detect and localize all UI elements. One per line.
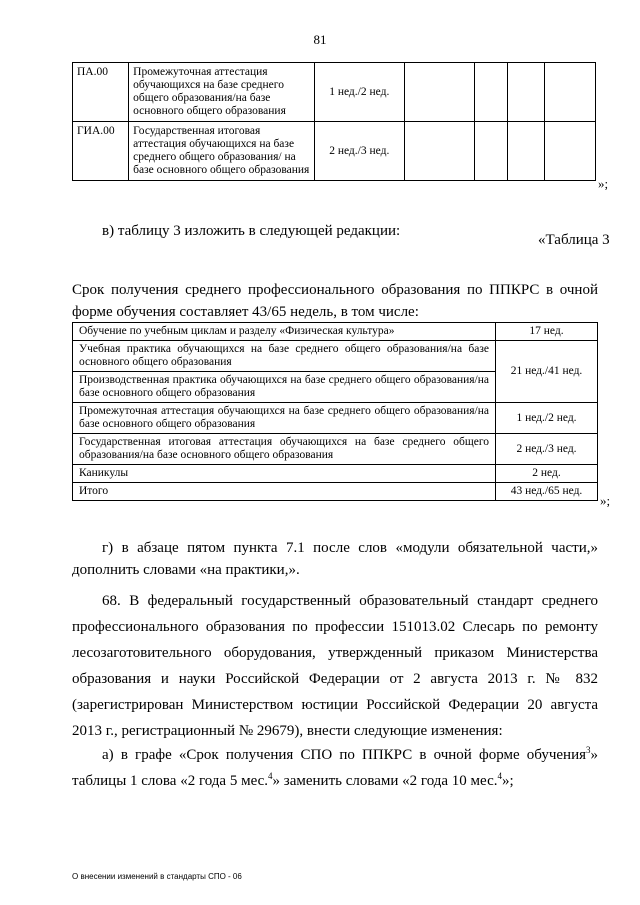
- table-row: [73, 483, 598, 501]
- table-3-closing-quote: »;: [600, 493, 611, 508]
- table-row: [73, 323, 598, 341]
- table-row: [73, 63, 596, 122]
- table-cell-empty: [544, 122, 595, 181]
- table-cell-name: Промежуточная аттестация обучающихся на базе среднего общего образования/на базе основного общего образования: [73, 403, 496, 434]
- page-footer: О внесении изменений в стандарты СПО - 06: [72, 872, 242, 881]
- table-cell-name: Производственная практика обучающихся на базе среднего общего образования/на базе основного общего образования: [73, 372, 496, 403]
- table-cell-code: ПА.00: [73, 63, 129, 122]
- table-cell-name: Промежуточная аттестация обучающихся на базе среднего общего образования/на базе основного общего образования: [129, 63, 314, 122]
- table-cell-value: 17 нед.: [496, 323, 598, 341]
- table-cell-empty: [508, 63, 545, 122]
- table-cell-value: 43 нед./65 нед.: [496, 483, 598, 501]
- table-cell-value: 21 нед./41 нед.: [496, 341, 598, 403]
- table-cell-duration: 2 нед./3 нед.: [314, 122, 404, 181]
- table-cell-empty: [544, 63, 595, 122]
- table-cell-name: Каникулы: [73, 465, 496, 483]
- table-cell-empty: [508, 122, 545, 181]
- item-68-paragraph: 68. В федеральный государственный образовательный стандарт среднего профессионального образования по профессии 151013.02 Слесарь по ремонту лесозаготовительного оборудования, утвержденный приказом Министерства образования и науки Российской Федерации от 2 августа 2013 г. № 832 (зарегистрирован Министерством юстиции Российской Федерации 20 августа 2013 г., регистрационный № 29679), внести следующие изменения:: [72, 593, 598, 739]
- table-row: [73, 122, 596, 181]
- item-a-text: а) в графе «Срок получения СПО по ППКРС в очной форме обучения: [102, 747, 586, 763]
- table-3-intro: Срок получения среднего профессионального образования по ППКРС в очной форме обучения составляет 43/65 недель, в том числе:: [72, 282, 598, 320]
- table-cell-name: Государственная итоговая аттестация обучающихся на базе среднего общего образования/на базе основного общего образования: [73, 434, 496, 465]
- table-row: [73, 403, 598, 434]
- item-a-text: » заменить словами «2 года 10 мес.: [272, 773, 498, 789]
- instruction-v: в) таблицу 3 изложить в следующей редакции:: [102, 223, 401, 239]
- table-row: [73, 465, 598, 483]
- item-a-text: » таблицы 1 слова «2 года 5 мес.: [72, 747, 598, 789]
- table-cell-name: Государственная итоговая аттестация обучающихся на базе среднего общего образования/ на базе основного общего образования: [129, 122, 314, 181]
- table-row: [73, 434, 598, 465]
- table-3: [72, 322, 598, 501]
- table-cell-value: 1 нед./2 нед.: [496, 403, 598, 434]
- table-cell-code: ГИА.00: [73, 122, 129, 181]
- table-1-closing-quote: »;: [598, 176, 609, 191]
- table-cell-duration: 1 нед./2 нед.: [314, 63, 404, 122]
- table-cell-name: Итого: [73, 483, 496, 501]
- table-cell-value: 2 нед./3 нед.: [496, 434, 598, 465]
- table-cell-name: Обучение по учебным циклам и разделу «Физическая культура»: [73, 323, 496, 341]
- table-cell-value: 2 нед.: [496, 465, 598, 483]
- footnote-ref: 3: [586, 745, 591, 755]
- item-a-paragraph: [72, 742, 598, 794]
- table-3-caption: «Таблица 3: [538, 232, 610, 248]
- table-cell-empty: [475, 122, 508, 181]
- item-a-text: »;: [502, 773, 514, 789]
- table-cell-empty: [404, 122, 474, 181]
- table-1-fragment: [72, 62, 596, 181]
- table-cell-name: Учебная практика обучающихся на базе среднего общего образования/на базе основного общего образования: [73, 341, 496, 372]
- footnote-ref: 4: [497, 771, 502, 781]
- table-cell-empty: [475, 63, 508, 122]
- page-number: 81: [313, 32, 327, 47]
- table-cell-empty: [404, 63, 474, 122]
- footnote-ref: 4: [268, 771, 273, 781]
- table-row: [73, 341, 598, 372]
- item-g-paragraph: г) в абзаце пятом пункта 7.1 после слов «модули обязательной части,» дополнить словами «на практики,».: [72, 540, 598, 578]
